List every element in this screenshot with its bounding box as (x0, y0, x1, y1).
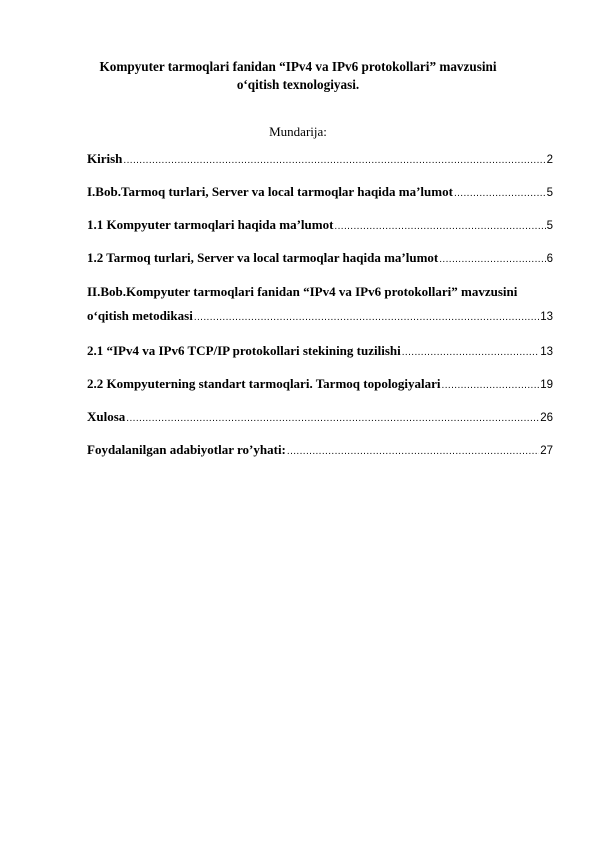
toc-entry-section-1-2[interactable] (87, 250, 553, 268)
toc-entry-label: Kirish (87, 151, 123, 166)
toc-leader-dots (123, 155, 545, 166)
toc-entry-label: II.Bob.Kompyuter tarmoqlari fanidan “IPv4 va IPv6 protokollari” mavzusini (87, 284, 518, 299)
toc-entry-page: 2 (546, 154, 553, 166)
title-line-1: Kompyuter tarmoqlari fanidan “IPv4 va IPv6 protokollari” mavzusini (99, 59, 497, 74)
toc-leader-dots (287, 446, 539, 457)
toc-leader-dots (334, 221, 545, 232)
toc-leader-dots (442, 380, 540, 391)
toc-leader-dots (126, 413, 539, 424)
toc-entry-section-2-2[interactable] (87, 376, 553, 394)
toc-entry-page: 19 (540, 379, 553, 391)
toc-entry-page: 5 (546, 187, 553, 199)
toc-entry-chapter-2-line-1[interactable] (87, 284, 553, 302)
toc-leader-dots (402, 347, 539, 358)
toc-entry-page: 6 (546, 253, 553, 265)
toc-entry-label: 1.2 Tarmoq turlari, Server va local tarmoqlar haqida ma’lumot (87, 250, 439, 265)
toc-heading: Mundarija: (269, 124, 327, 139)
toc-entry-chapter-2[interactable] (87, 308, 553, 326)
toc-entry-label: Xulosa (87, 409, 126, 424)
title-line-2: o‘qitish texnologiyasi. (236, 77, 360, 92)
toc-entry-page: 13 (540, 346, 553, 358)
toc-entry-label: o‘qitish metodikasi (87, 308, 193, 323)
toc-entry-section-2-1[interactable] (87, 343, 553, 361)
toc-leader-dots (439, 254, 545, 265)
toc-entry-page: 26 (540, 412, 553, 424)
toc-entry-references[interactable] (87, 442, 553, 460)
toc-entry-label: I.Bob.Tarmoq turlari, Server va local tarmoqlar haqida ma’lumot (87, 184, 453, 199)
toc-leader-dots (194, 312, 539, 323)
toc-entry-label: 1.1 Kompyuter tarmoqlari haqida ma’lumot (87, 217, 334, 232)
toc-entry-kirish[interactable] (87, 151, 553, 169)
toc-entry-label: 2.1 “IPv4 va IPv6 TCP/IP protokollari stekining tuzilishi (87, 343, 401, 358)
toc-leader-dots (454, 188, 546, 199)
toc-entry-page: 5 (546, 220, 553, 232)
toc-entry-page: 13 (540, 311, 553, 323)
toc-entry-label: 2.2 Kompyuterning standart tarmoqlari. Tarmoq topologiyalari (87, 376, 441, 391)
toc-entry-page: 27 (540, 445, 553, 457)
toc-entry-xulosa[interactable] (87, 409, 553, 427)
toc-entry-chapter-1[interactable] (87, 184, 553, 202)
document-title (70, 58, 526, 94)
toc-entry-section-1-1[interactable] (87, 217, 553, 235)
toc-entry-label: Foydalanilgan adabiyotlar ro’yhati: (87, 442, 286, 457)
